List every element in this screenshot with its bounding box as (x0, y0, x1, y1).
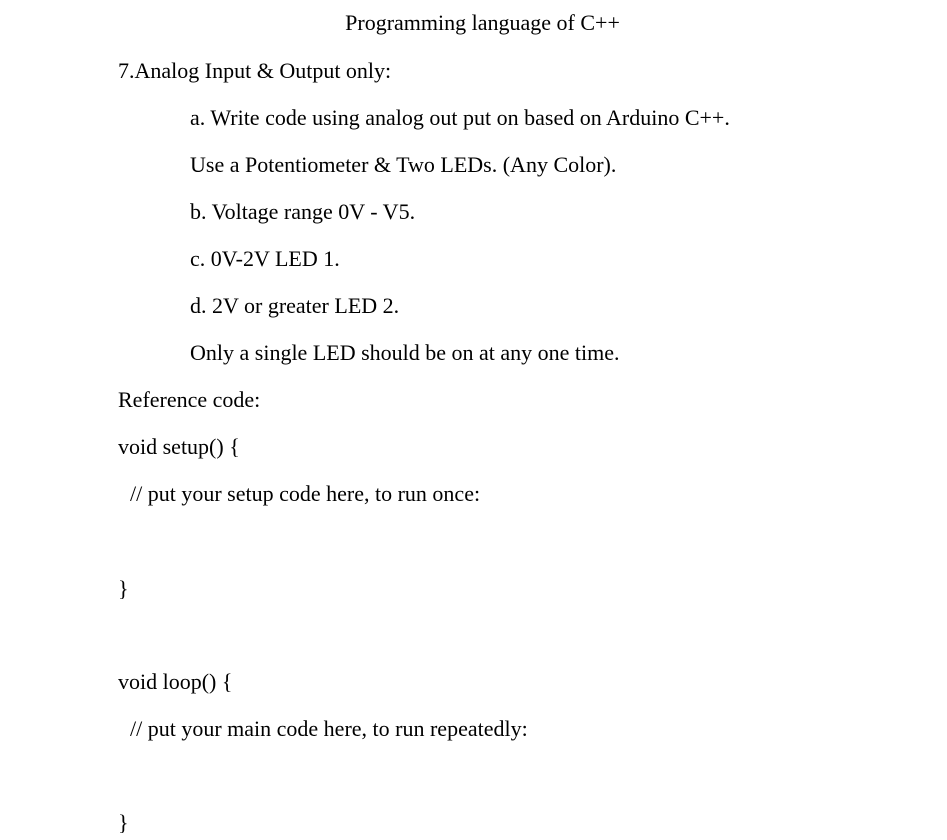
code-loop-open: void loop() { (118, 669, 233, 694)
code-loop-comment: // put your main code here, to run repeatedly: (130, 716, 528, 741)
code-setup-comment: // put your setup code here, to run once: (130, 481, 481, 506)
reference-label: Reference code: (118, 387, 261, 412)
page-title: Programming language of C++ (345, 10, 620, 35)
question-item-a: a. Write code using analog out put on based on Arduino C++. (190, 105, 730, 130)
question-item-d: d. 2V or greater LED 2. (190, 293, 400, 318)
question-heading: 7.Analog Input & Output only: (118, 58, 392, 83)
code-setup-close: } (118, 576, 129, 601)
code-loop-close: } (118, 810, 129, 835)
question-item-b: b. Voltage range 0V - V5. (190, 199, 416, 224)
question-item-use: Use a Potentiometer & Two LEDs. (Any Color). (190, 152, 617, 177)
question-item-c: c. 0V-2V LED 1. (190, 246, 340, 271)
question-item-note: Only a single LED should be on at any one time. (190, 340, 620, 365)
code-setup-open: void setup() { (118, 434, 240, 459)
